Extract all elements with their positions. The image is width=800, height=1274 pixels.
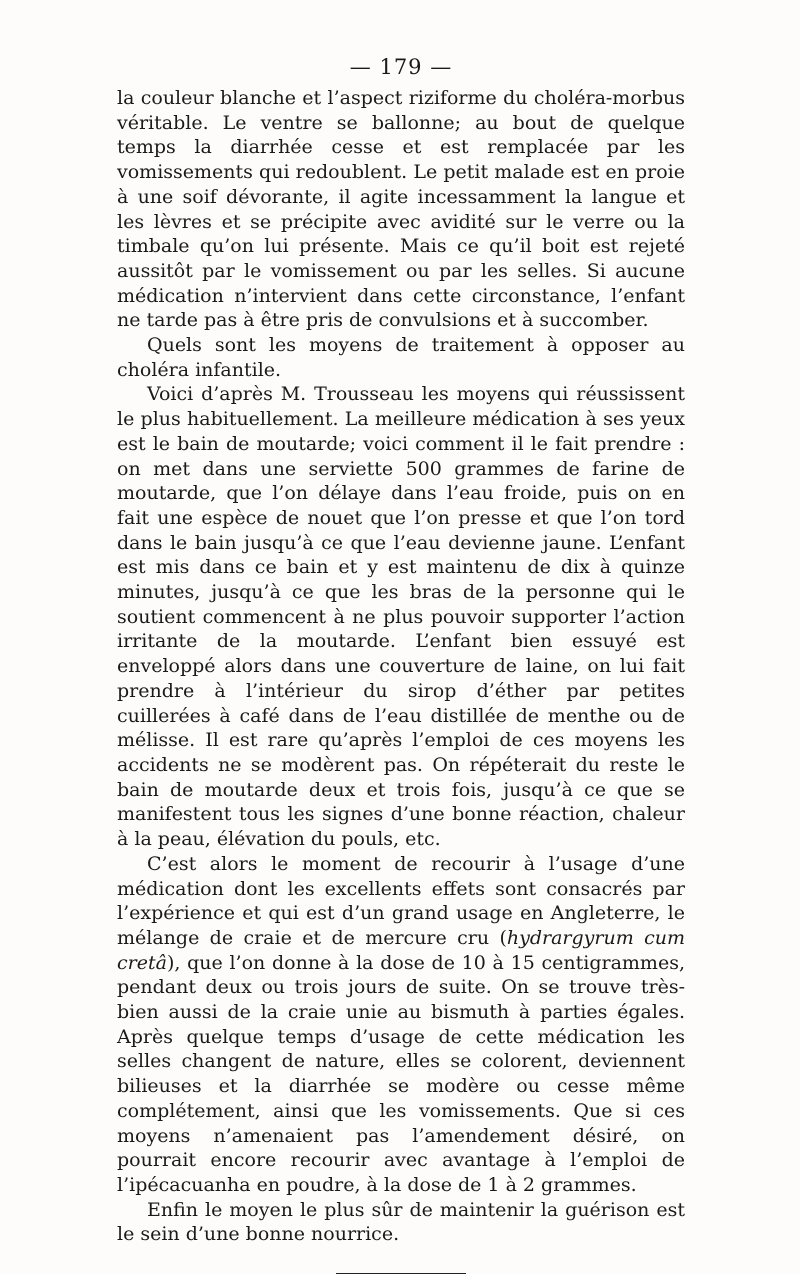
paragraph-mustard-bath: Voici d’après M. Trousseau les moyens qui réussissent le plus habituellement. La meilleure médication à ses yeux est le bain de moutarde; voici comment il le fait prendre : on met dans une serviette 500 grammes de farine de moutarde, que l’on délaye dans l’eau froide, puis on en fait une espèce de nouet que l’on presse et que l’on tord dans le bain jusqu’à ce que l’eau devienne jaune. L’enfant est mis dans ce bain et y est maintenu de dix à quinze minutes, jusqu’à ce que les bras de la personne qui le soutient commencent à ne plus pouvoir supporter l’action irritante de la moutarde. L’enfant bien essuyé est enveloppé alors dans une couverture de laine, on lui fait prendre à l’intérieur du sirop d’éther par petites cuillerées à café dans de l’eau distillée de menthe ou de mélisse. Il est rare qu’après l’emploi de ces moyens les accidents ne se modèrent pas. On répéterait du reste le bain de moutarde deux et trois fois, jusqu’à ce que se manifestent tous les signes d’une bonne réaction, chaleur à la peau, élévation du pouls, etc. <box>117 383 685 851</box>
paragraph-wet-nurse: Enfin le moyen le plus sûr de maintenir la guérison est le sein d’une bonne nourrice. <box>117 1198 685 1246</box>
paragraph-text-segment: C’est alors le moment de recourir à l’usage d’une médication dont les excellents effets sont consacrés par l’expérience et qui est d’un grand usage en Angleterre, le mélange de craie et de mercure cru ( <box>117 852 685 949</box>
paragraph-mercury-medication <box>117 852 685 1198</box>
latin-remedy-name: hydrargyrum cum cretâ <box>117 926 685 974</box>
page-number: — 179 — <box>349 55 453 79</box>
paragraph-treatment-question: Quels sont les moyens de traitement à opposer au choléra infantile. <box>117 334 685 381</box>
paragraph-text-segment: ), que l’on donne à la dose de 10 à 15 centigrammes, pendant deux ou trois jours de suite. On se trouve très-bien aussi de la craie unie au bismuth à parties égales. Après quelque temps d’usage de cette médication les selles changent de nature, elles se colorent, deviennent bilieuses et la diarrhée se modère ou cesse même complétement, ainsi que les vomissements. Que si ces moyens n’amenaient pas l’amendement désiré, on pourrait encore recourir avec avantage à l’emploi de l’ipécacuanha en poudre, à la dose de 1 à 2 grammes. <box>117 951 685 1196</box>
paragraph-cholera-symptoms: la couleur blanche et l’aspect riziforme du choléra-morbus véritable. Le ventre se ballonne; au bout de quelque temps la diarrhée cesse et est remplacée par les vomissements qui redoublent. Le petit malade est en proie à une soif dévorante, il agite incessamment la langue et les lèvres et se précipite avec avidité sur le verre ou la timbale qu’on lui présente. Mais ce qu’il boit est rejeté aussitôt par le vomissement ou par les selles. Si aucune médication n’intervient dans cette circonstance, l’enfant ne tarde pas à être pris de convulsions et à succomber. <box>117 87 685 332</box>
book-page <box>117 52 685 1274</box>
